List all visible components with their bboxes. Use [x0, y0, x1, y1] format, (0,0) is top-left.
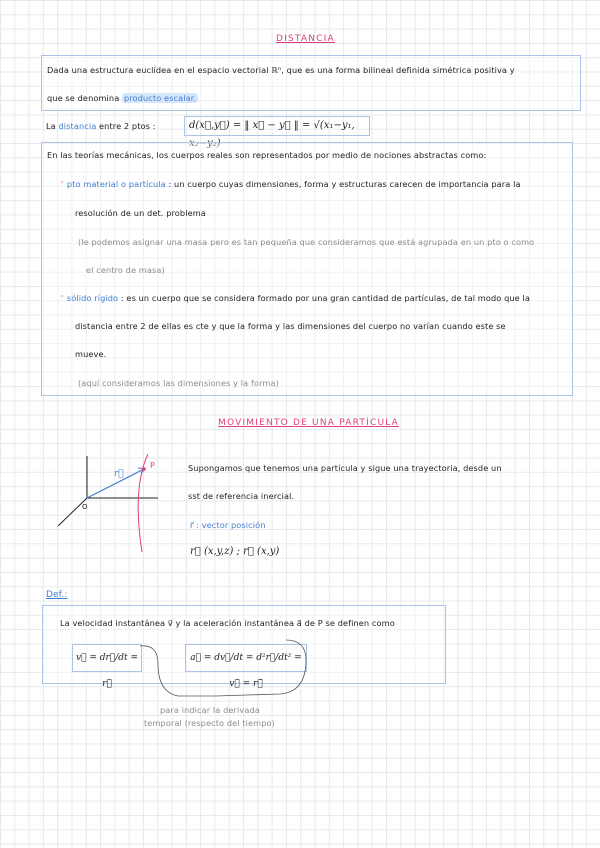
item1-note2: el centro de masa): [86, 265, 165, 275]
theories-intro: En las teorías mecánicas, los cuerpos reales son representados por medio de nociones abstractas como:: [47, 150, 487, 160]
origin-label: O: [82, 503, 88, 511]
item1-term: pto material o partícula: [66, 179, 166, 189]
item2-note: (aquí consideramos las dimensiones y la forma): [78, 378, 279, 388]
distance-line: La distancia entre 2 ptos :: [46, 121, 156, 131]
note-line-2: temporal (respecto del tiempo): [144, 718, 275, 728]
definition-line: La velocidad instantánea v⃗ y la aceleración instantánea a⃗ de P se definen como: [60, 618, 395, 628]
bracket-connector: [140, 636, 340, 716]
vector-label: r⃗: [114, 469, 124, 479]
bullet-icon: °: [60, 293, 65, 303]
section-title-distancia: DISTANCIA: [276, 34, 335, 44]
item2-term: sólido rígido: [66, 293, 119, 303]
velocity-formula: v⃗ = dr⃗/dt = r⃗̇: [72, 644, 142, 672]
note-line-1: para indicar la derivada: [160, 705, 260, 715]
acceleration-formula: a⃗ = dv⃗/dt = d²r⃗/dt² = v⃗̇ = r⃗̈: [185, 644, 307, 672]
movement-text-4: r⃗ (x,y,z) ; r⃗ (x,y): [190, 546, 280, 557]
bullet-icon: °: [60, 179, 65, 189]
item2-line1: ° sólido rígido : es un cuerpo que se considera formado por una gran cantidad de partículas, de tal modo que la: [60, 293, 530, 303]
item2-line2: distancia entre 2 de ellas es cte y que la forma y las dimensiones del cuerpo no varían cuando este se: [75, 321, 506, 331]
producto-escalar-term: producto escalar.: [124, 93, 197, 103]
movement-text-3: r⃗ : vector posición: [190, 520, 266, 530]
movement-text-1: Supongamos que tenemos una partícula y sigue una trayectoria, desde un: [188, 463, 502, 473]
intro-line-1: Dada una estructura euclídea en el espacio vectorial ℝⁿ, que es una forma bilineal definida simétrica positiva y: [47, 65, 515, 75]
intro-line-2: que se denomina producto escalar.: [47, 93, 197, 103]
distance-formula: d(x⃗,y⃗) = ‖ x⃗ − y⃗ ‖ = √(x₁−y₁, x₂−y₂): [184, 116, 370, 136]
position-vector-diagram: [50, 448, 170, 558]
definition-label: Def.:: [46, 590, 68, 600]
item1-line1: ° pto material o partícula : un cuerpo cuyas dimensiones, forma y estructuras carecen de importancia para la: [60, 179, 521, 189]
item1-note1: (le podemos asignar una masa pero es tan pequeña que consideramos que está agrupada en un pto o como: [78, 237, 535, 247]
point-label: P: [150, 461, 155, 470]
item1-line2: resolución de un det. problema: [75, 208, 206, 218]
item2-line3: mueve.: [75, 349, 107, 359]
distancia-term: distancia: [58, 121, 97, 131]
section-title-movimiento: MOVIMIENTO DE UNA PARTÍCULA: [218, 418, 400, 428]
point-p: [142, 467, 146, 471]
movement-text-2: sst de referencia inercial.: [188, 491, 295, 501]
